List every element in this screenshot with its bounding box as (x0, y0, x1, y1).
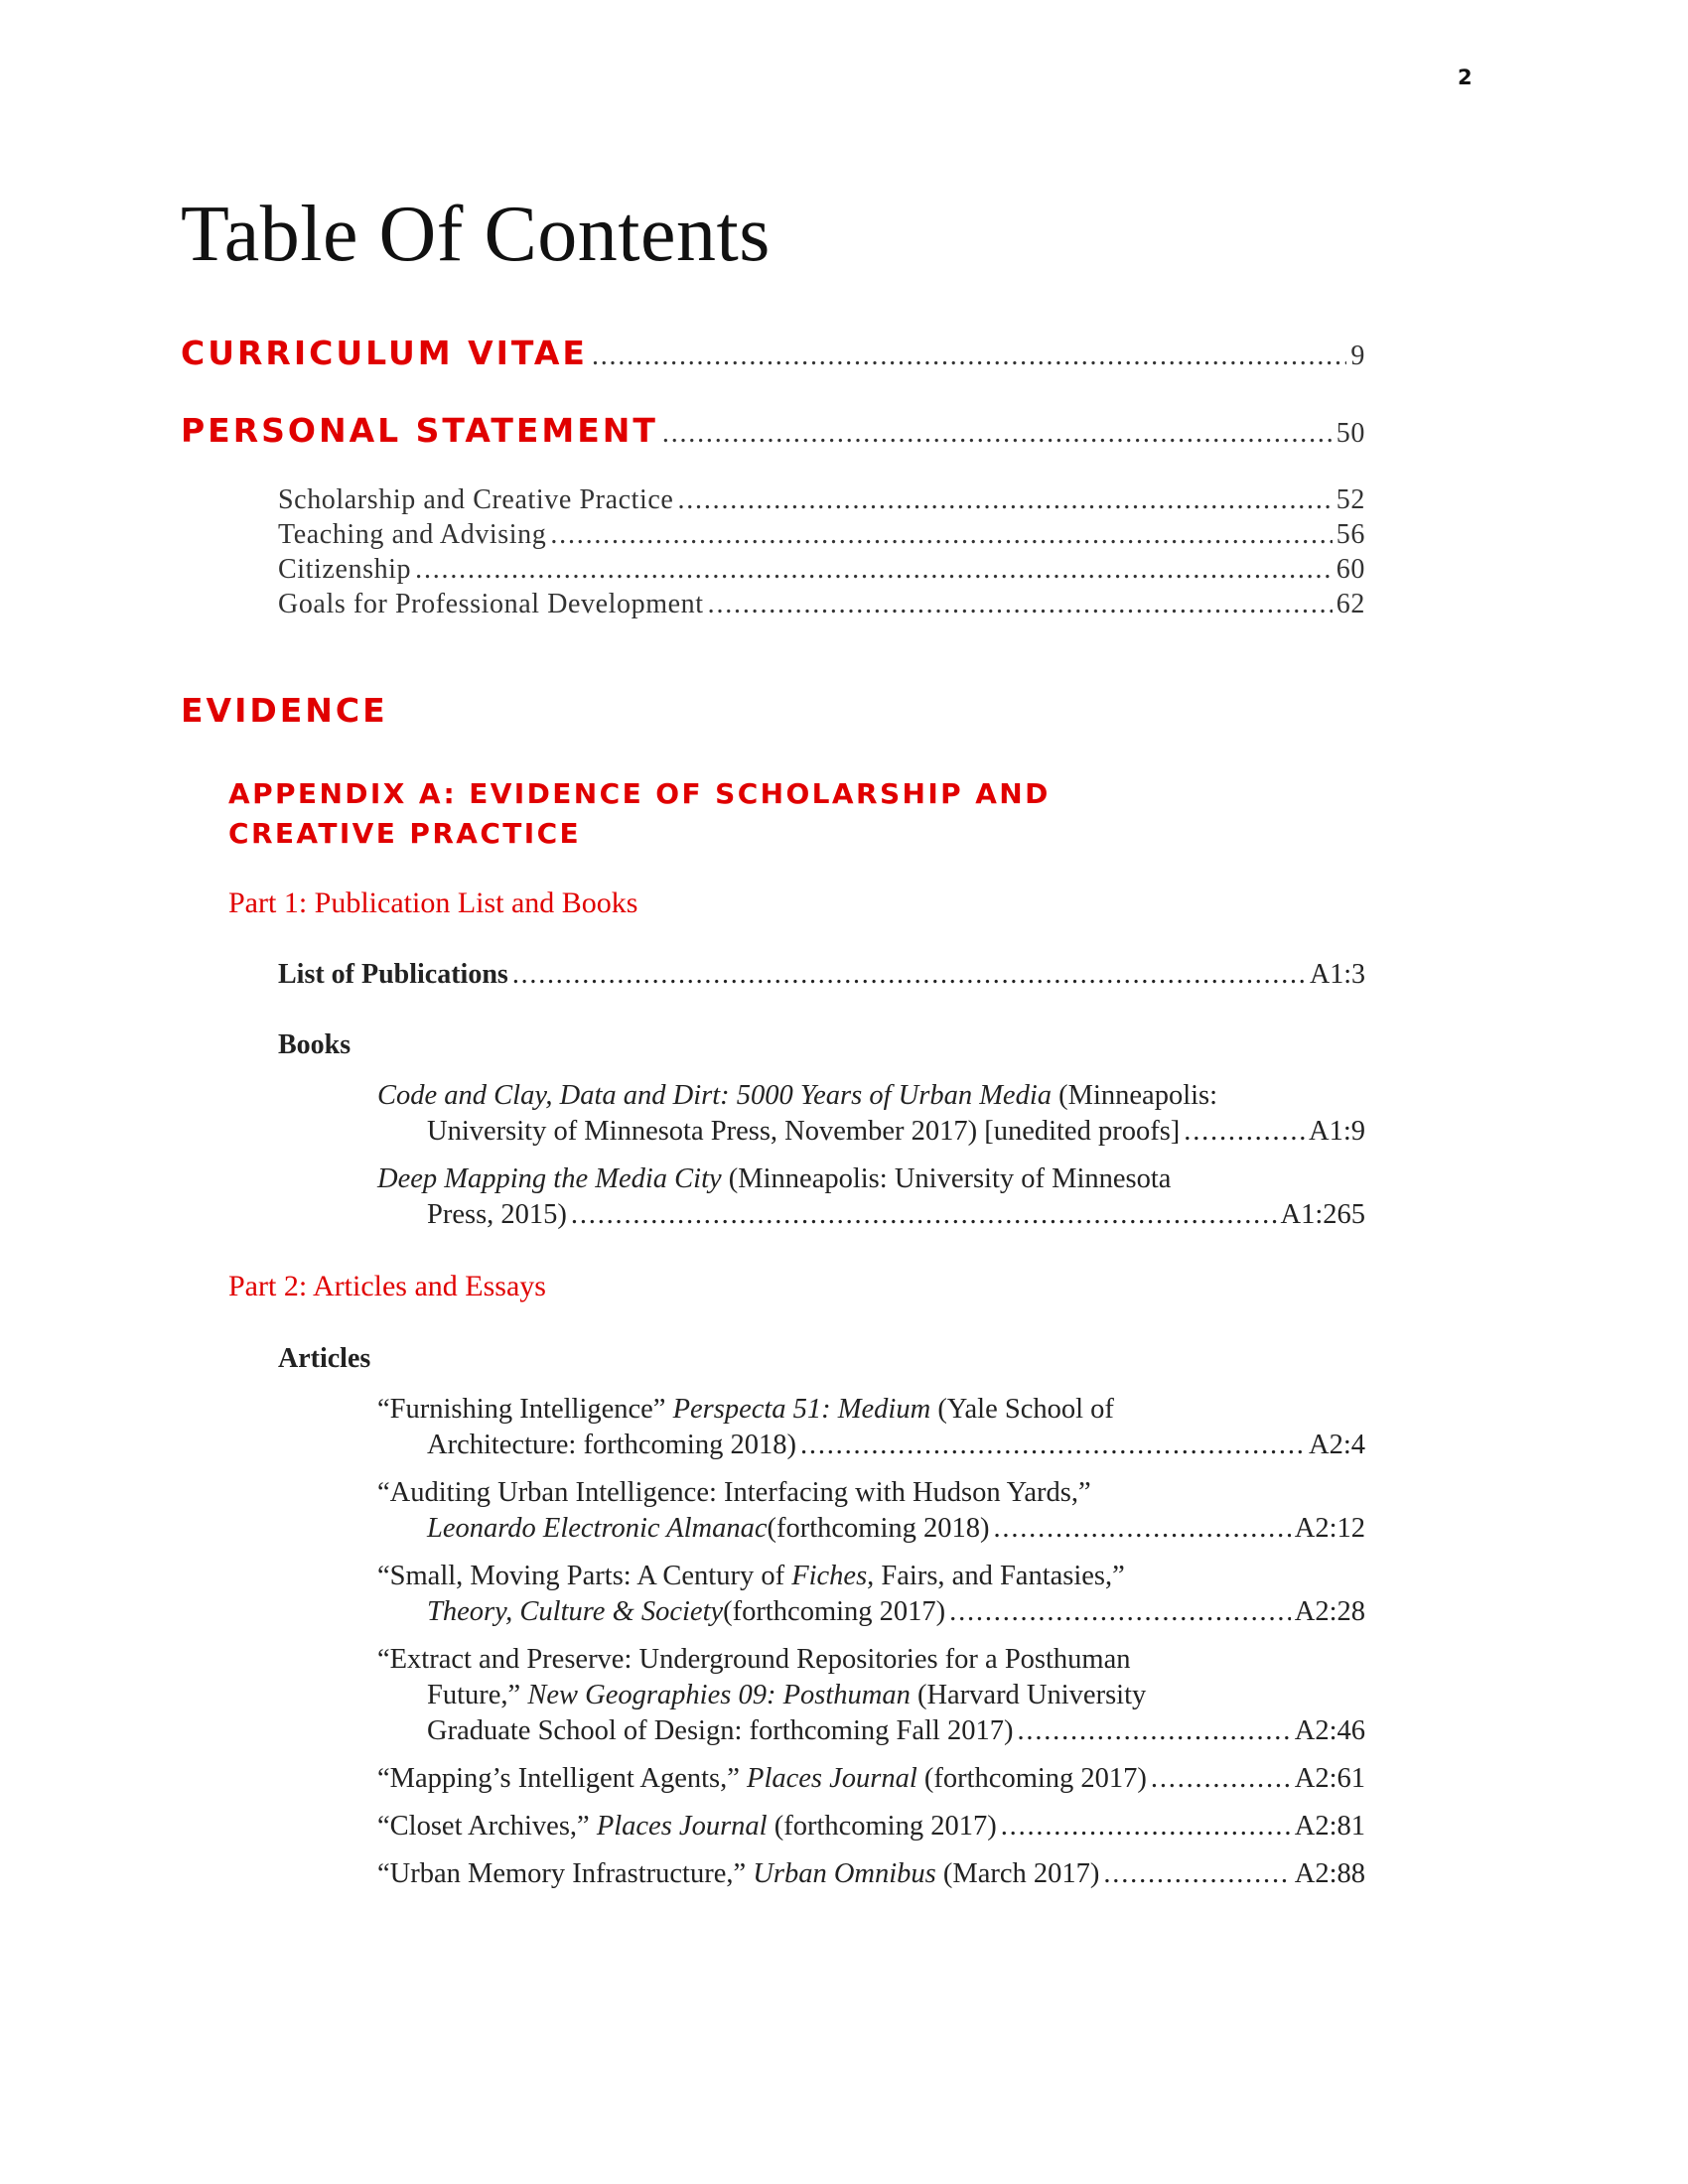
toc-entry-curriculum-vitae[interactable] (181, 334, 1365, 372)
dot-leader (708, 589, 1333, 620)
toc-entry-article-small-moving-parts[interactable]: “Small, Moving Parts: A Century of Fiches, Fairs, and Fantasies,” Theory, Culture & Society (forthcoming 2017) ..... A2:28 (377, 1559, 1365, 1630)
toc-entry-teaching[interactable] (278, 519, 1365, 551)
toc-page: A1:9 (1309, 1116, 1365, 1147)
dot-leader (1184, 1114, 1305, 1150)
toc-entry-scholarship[interactable] (278, 484, 1365, 516)
dot-leader (1151, 1761, 1291, 1797)
toc-label: List of Publications (278, 959, 508, 990)
toc-page: A2:61 (1294, 1763, 1365, 1794)
toc-page: A2:46 (1294, 1715, 1365, 1746)
toc-entry-article-auditing-urban-intelligence[interactable]: “Auditing Urban Intelligence: Interfacing with Hudson Yards,” Leonardo Electronic Almanac (forthcoming 2018) ..... A2:12 (377, 1475, 1365, 1547)
toc-entry-article-urban-memory-infrastructure[interactable]: “Urban Memory Infrastructure,” Urban Omnibus (March 2017) ..... A2:88 (377, 1856, 1365, 1892)
toc-entry-article-extract-and-preserve[interactable]: “Extract and Preserve: Underground Repositories for a Posthuman Future,” New Geographies 09: Posthuman (Harvard University Graduate School of Design: forthcoming Fall 2017) ..... A2:46 (377, 1642, 1365, 1749)
toc-page: A1:265 (1280, 1199, 1365, 1230)
appendix-a-heading: APPENDIX A: EVIDENCE OF SCHOLARSHIP AND CREATIVE PRACTICE (228, 777, 1051, 850)
toc-page: A2:81 (1294, 1811, 1365, 1842)
toc-page: 9 (1350, 341, 1365, 371)
dot-leader (677, 484, 1332, 516)
toc-entry-article-closet-archives[interactable]: “Closet Archives,” Places Journal (forthcoming 2017) ..... A2:81 (377, 1809, 1365, 1844)
toc-page: 62 (1336, 589, 1365, 619)
dot-leader (993, 1511, 1290, 1547)
toc-page: A2:4 (1309, 1430, 1365, 1460)
dot-leader (1103, 1856, 1290, 1892)
section-heading-evidence: EVIDENCE (181, 691, 388, 730)
articles-heading: Articles (278, 1343, 371, 1374)
toc-page: A2:28 (1294, 1596, 1365, 1627)
dot-leader (550, 519, 1332, 551)
toc-label: Citizenship (278, 554, 412, 585)
dot-leader (592, 341, 1346, 372)
toc-label: PERSONAL STATEMENT (181, 411, 658, 450)
toc-page: 52 (1336, 484, 1365, 515)
part-1-heading: Part 1: Publication List and Books (228, 887, 638, 919)
toc-entry-personal-statement[interactable] (181, 411, 1365, 450)
dot-leader (571, 1197, 1277, 1233)
toc-page: 60 (1336, 554, 1365, 585)
toc-entry-book-deep-mapping[interactable]: Deep Mapping the Media City (Minneapolis: University of Minnesota Press, 2015) ..... A1:265 (377, 1161, 1365, 1233)
toc-page: 56 (1336, 519, 1365, 550)
dot-leader (415, 554, 1333, 586)
toc-entry-article-mappings-intelligent-agents[interactable]: “Mapping’s Intelligent Agents,” Places Journal (forthcoming 2017) ..... A2:61 (377, 1761, 1365, 1797)
toc-entry-book-code-and-clay[interactable]: Code and Clay, Data and Dirt: 5000 Years of Urban Media (Minneapolis: University of Minnesota Press, November 2017) [unedited proofs] ..... A1:9 (377, 1078, 1365, 1150)
part-2-heading: Part 2: Articles and Essays (228, 1270, 546, 1302)
dot-leader (1017, 1713, 1290, 1749)
toc-entry-list-of-publications[interactable] (278, 959, 1365, 991)
dot-leader (1001, 1809, 1291, 1844)
toc-page: 50 (1336, 418, 1365, 449)
toc-label: Teaching and Advising (278, 519, 547, 550)
dot-leader (800, 1428, 1305, 1463)
toc-label: CURRICULUM VITAE (181, 334, 588, 372)
page-title: Table Of Contents (181, 191, 771, 278)
toc-entry-goals[interactable] (278, 589, 1365, 620)
books-heading: Books (278, 1029, 352, 1060)
toc-label: Scholarship and Creative Practice (278, 484, 674, 515)
dot-leader (949, 1594, 1291, 1630)
dot-leader (662, 418, 1333, 450)
toc-page: A2:12 (1294, 1513, 1365, 1544)
toc-page: A1:3 (1310, 959, 1365, 990)
page-number: 2 (1458, 66, 1473, 89)
toc-entry-citizenship[interactable] (278, 554, 1365, 586)
toc-label: Goals for Professional Development (278, 589, 704, 619)
dot-leader (512, 959, 1306, 991)
toc-entry-article-furnishing-intelligence[interactable]: “Furnishing Intelligence” Perspecta 51: Medium (Yale School of Architecture: forthcoming 2018) ..... A2:4 (377, 1392, 1365, 1463)
toc-page: A2:88 (1294, 1858, 1365, 1889)
